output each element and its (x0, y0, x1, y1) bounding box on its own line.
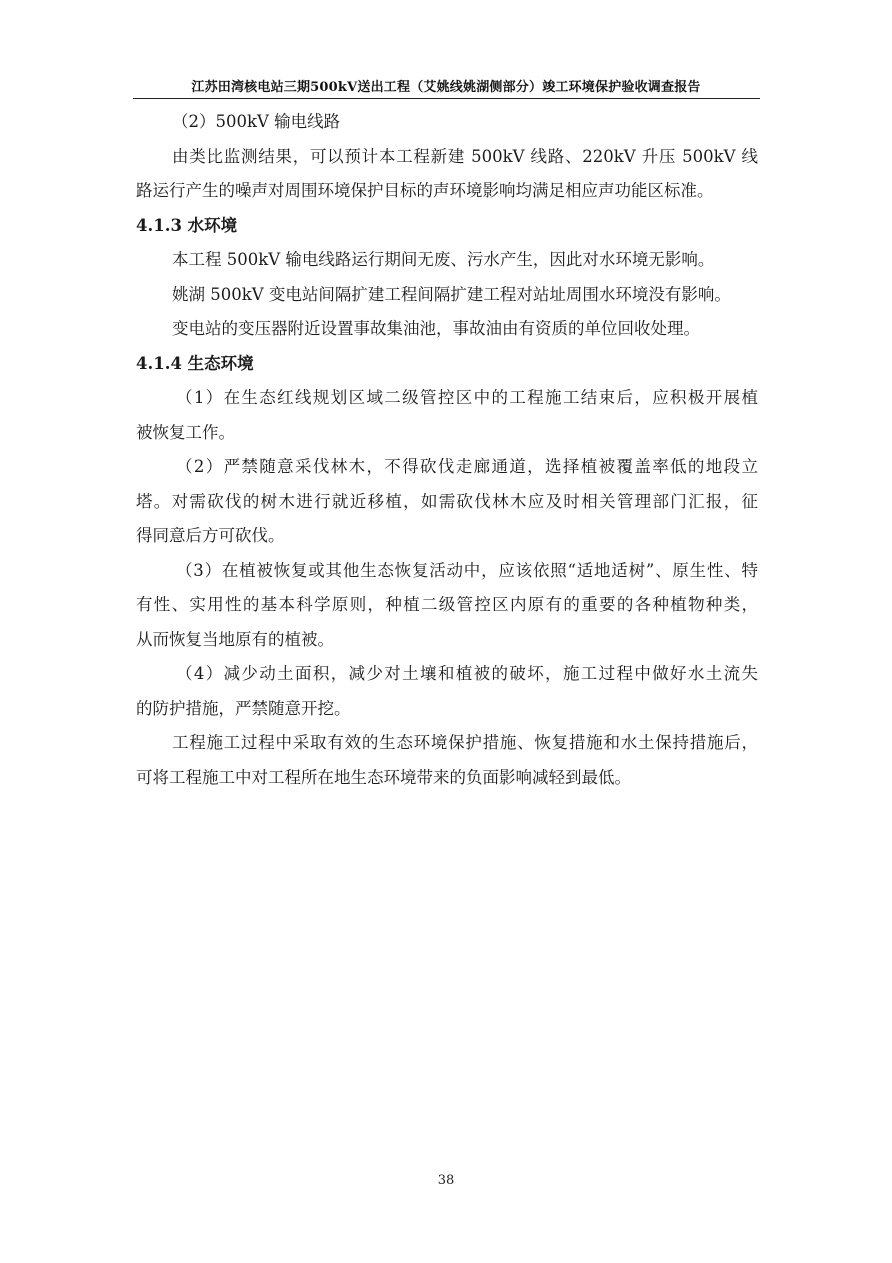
list-item-line: （1）在生态红线规划区域二级管控区中的工程施工结束后，应积极开展植 (176, 388, 758, 407)
list-item-line: 从而恢复当地原有的植被。 (136, 629, 334, 649)
list-item-line: 被恢复工作。 (136, 422, 235, 442)
paragraph-line: 本工程 500kV 输电线路运行期间无废、污水产生，因此对水环境无影响。 (172, 250, 715, 269)
paragraph-line: 工程施工过程中采取有效的生态环境保护措施、恢复措施和水土保持措施后， (172, 733, 758, 752)
list-item-line: （2）严禁随意采伐林木，不得砍伐走廊通道，选择植被覆盖率低的地段立 (176, 457, 758, 476)
paragraph-line: 姚湖 500kV 变电站间隔扩建工程间隔扩建工程对站址周围水环境没有影响。 (172, 284, 731, 304)
list-item-line: （4）减少动土面积，减少对土壤和植被的破坏，施工过程中做好水土流失 (176, 664, 758, 683)
header-rule (133, 98, 760, 99)
paragraph-line: 路运行产生的噪声对周围环境保护目标的声环境影响均满足相应声功能区标准。 (136, 181, 714, 200)
subsection-title: （2）500kV 输电线路 (172, 112, 341, 131)
list-item-line: 有性、实用性的基本科学原则，种植二级管控区内原有的重要的各种植物种类， (136, 595, 758, 614)
list-item-line: （3）在植被恢复或其他生态恢复活动中，应该依照“适地适树”、原生性、特 (176, 560, 758, 580)
running-header: 江苏田湾核电站三期500kV送出工程（艾姚线姚湖侧部分）竣工环境保护验收调查报告 (191, 80, 701, 95)
page-number: 38 (437, 1173, 455, 1188)
section-heading: 4.1.4 生态环境 (136, 353, 254, 373)
list-item-line: 的防护措施，严禁随意开挖。 (136, 698, 351, 718)
list-item-line: 塔。对需砍伐的树木进行就近移植，如需砍伐林木应及时相关管理部门汇报，征 (136, 491, 758, 511)
paragraph-line: 变电站的变压器附近设置事故集油池，事故油由有资质的单位回收处理。 (172, 319, 700, 338)
list-item-line: 得同意后方可砍伐。 (136, 526, 285, 545)
section-heading: 4.1.3 水环境 (136, 215, 238, 235)
body-text (136, 105, 758, 795)
paragraph-line: 可将工程施工中对工程所在地生态环境带来的负面影响减轻到最低。 (136, 767, 631, 787)
paragraph-line: 由类比监测结果，可以预计本工程新建 500kV 线路、220kV 升压 500kV 线 (172, 146, 758, 166)
